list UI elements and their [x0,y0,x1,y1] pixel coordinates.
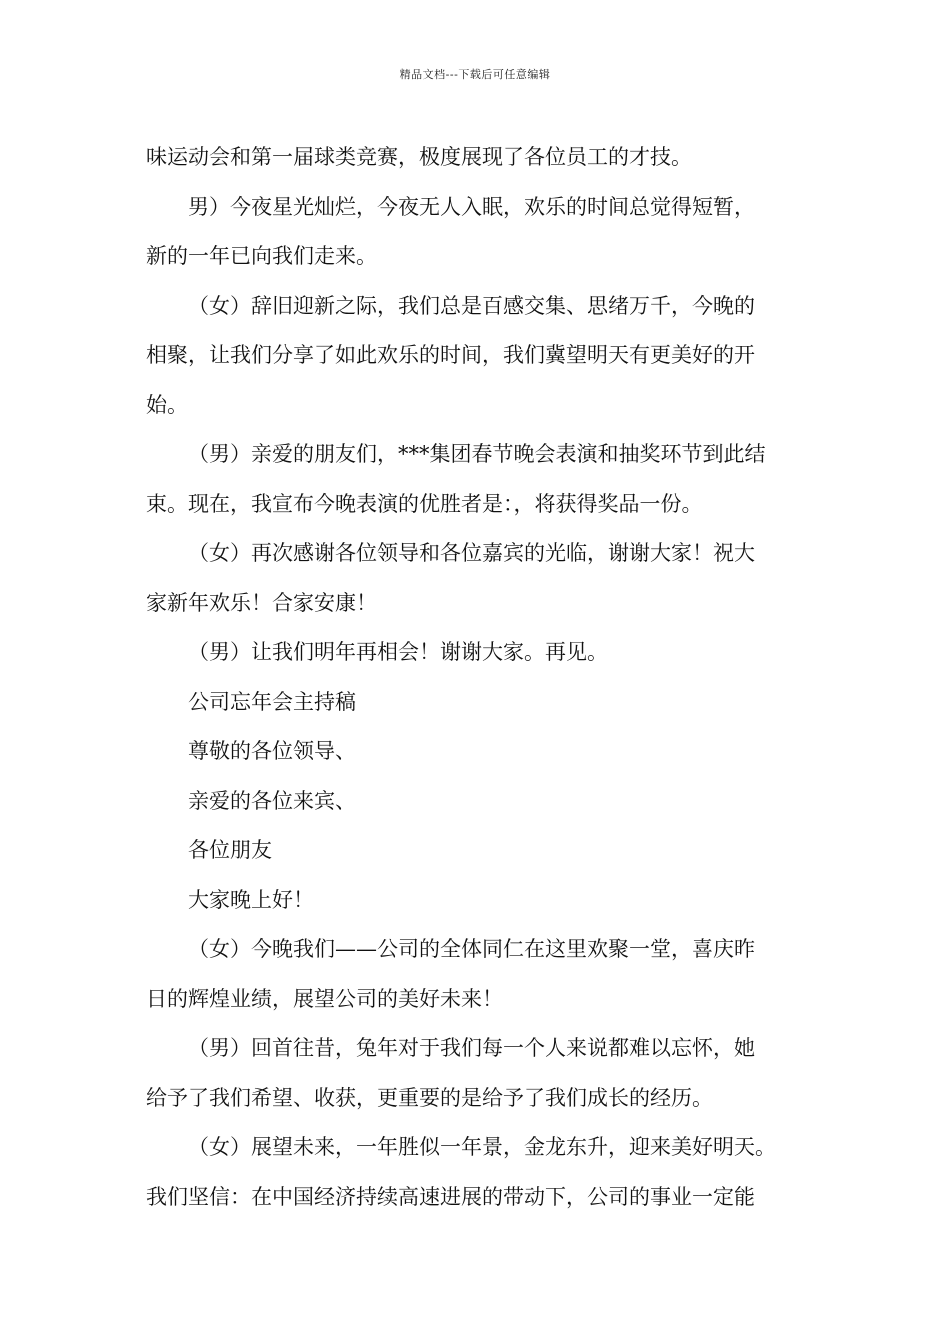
salutation-line: 各位朋友 [188,838,272,862]
text-line: （女）再次感谢各位领导和各位嘉宾的光临，谢谢大家！祝大 [188,541,755,565]
text-line: 味运动会和第一届球类竞赛，极度展现了各位员工的才技。 [146,145,692,169]
text-line: （男）亲爱的朋友们，***集团春节晚会表演和抽奖环节到此结 [188,442,766,466]
text-line: 男）今夜星光灿烂，今夜无人入眠，欢乐的时间总觉得短暂， [188,194,755,219]
text-line: 日的辉煌业绩，展望公司的美好未来！ [146,986,503,1011]
text-line: 家新年欢乐！合家安康！ [146,590,377,615]
section-title: 公司忘年会主持稿 [188,689,356,714]
text-line: （女）辞旧迎新之际，我们总是百感交集、思绪万千，今晚的 [188,293,755,318]
text-line: （女）今晚我们——公司的全体同仁在这里欢聚一堂，喜庆昨 [188,937,755,961]
text-line: 始。 [146,392,188,417]
page-header: 精品文档---下载后可任意编辑 [399,68,551,81]
text-line: 相聚，让我们分享了如此欢乐的时间，我们冀望明天有更美好的开 [146,343,755,367]
text-line: 新的一年已向我们走来。 [146,244,377,268]
text-line: 束。现在，我宣布今晚表演的优胜者是：，将获得奖品一份。 [146,491,703,516]
text-line: （男）让我们明年再相会！谢谢大家。再见。 [188,640,608,664]
greeting-line: 大家晚上好！ [188,887,314,912]
text-line: （女）展望未来，一年胜似一年景，金龙东升，迎来美好明天。 [188,1135,776,1159]
document-body [146,133,822,1222]
text-line: 我们坚信：在中国经济持续高速进展的带动下，公司的事业一定能 [146,1184,755,1209]
text-line: 给予了我们希望、收获，更重要的是给予了我们成长的经历。 [146,1085,713,1110]
salutation-line: 尊敬的各位领导、 [188,739,356,763]
text-line: （男）回首往昔，兔年对于我们每一个人来说都难以忘怀，她 [188,1036,755,1060]
salutation-line: 亲爱的各位来宾、 [188,788,356,813]
